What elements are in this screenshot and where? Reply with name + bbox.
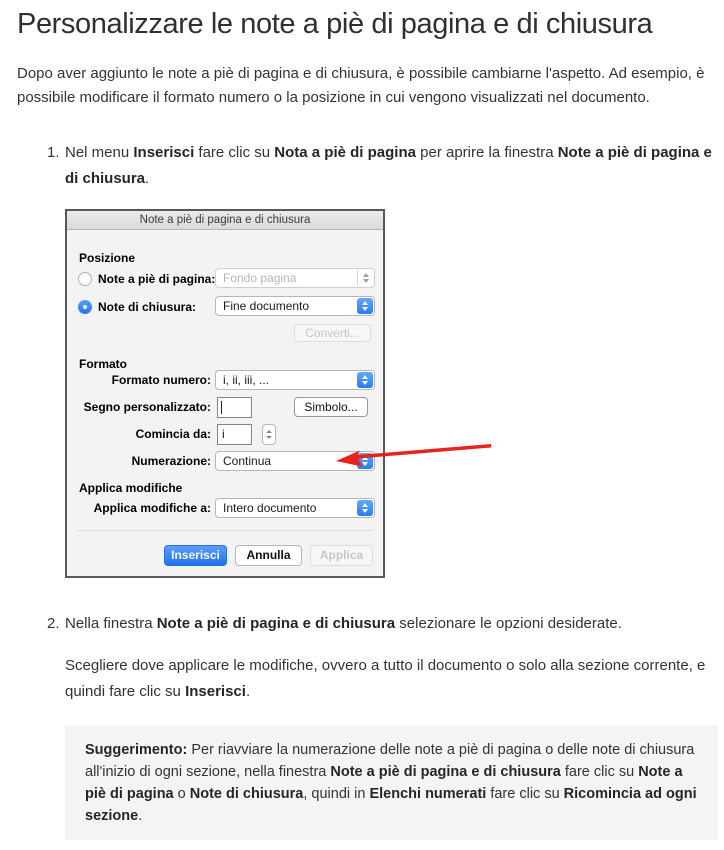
dialog-figure [65,209,385,578]
step-2 [47,611,718,840]
footnote-position-row [77,268,375,289]
insert-button[interactable]: Inserisci [164,545,227,566]
stepper-chevrons-icon [357,270,373,286]
step-2-text: Nella finestra Note a piè di pagina e di chiusura selezionare le opzioni desiderate. [65,615,622,632]
numbering-select[interactable]: Continua [215,451,375,471]
step-2-number: 2. [47,615,60,632]
apply-button: Applica [310,545,373,566]
apply-to-select[interactable]: Intero documento [215,498,375,518]
radio-endnotes[interactable]: Note di chiusura: [78,296,196,317]
start-at-input[interactable]: i [217,424,252,445]
footnote-position-select: Fondo pagina [215,268,375,288]
radio-on-icon[interactable] [78,300,92,314]
radio-off-icon[interactable] [78,272,92,286]
dialog-title: Note a piè di pagina e di chiusura [67,211,383,230]
endnote-position-select[interactable]: Fine documento [215,296,375,316]
endnote-position-row [77,296,375,317]
stepper-chevrons-icon [357,372,373,388]
intro-paragraph: Dopo aver aggiunto le note a piè di pagina e di chiusura, è possibile cambiarne l'aspetto. Ad esempio, è possibile modificare il formato numero o la posizione in cui vengono visualizzati nel documento. [17,65,705,106]
radio-footnotes[interactable]: Note a piè di pagina: [78,268,215,289]
numbering-label: Numerazione: [131,454,211,468]
start-at-stepper[interactable] [262,424,276,445]
step-1-number: 1. [47,144,60,161]
cancel-button[interactable]: Annulla [235,545,302,566]
section-heading-formato: Formato [79,357,127,371]
section-heading-applica: Applica modifiche [79,481,183,495]
numbered-steps [17,140,718,840]
start-at-label: Comincia da: [135,427,211,441]
custom-mark-label: Segno personalizzato: [83,400,211,414]
number-format-select[interactable]: i, ii, iii, ... [215,370,375,390]
page-title: Personalizzare le note a piè di pagina e di chiusura [17,8,653,40]
custom-mark-input[interactable] [217,397,252,418]
red-arrow-icon [331,439,495,467]
divider [77,530,373,531]
footnote-endnote-dialog [65,209,385,578]
apply-to-label: Applica modifiche a: [93,501,211,515]
convert-button: Converti... [294,324,371,342]
tip-box: Suggerimento: Per riavviare la numerazione delle note a piè di pagina o delle note di chiusura all'inizio di ogni sezione, nella finestra Note a piè di pagina e di chiusura fare clic su Note a piè di pagina o Note di chiusura, quindi in Elenchi numerati fare clic su Ricomincia ad ogni sezione. [65,725,718,840]
stepper-chevrons-icon [357,298,373,314]
step-1-text: Nel menu Inserisci fare clic su Nota a piè di pagina per aprire la finestra Note a piè di pagina e di chiusura. [65,144,712,187]
stepper-chevrons-icon [357,500,373,516]
step-1 [47,140,718,578]
step-2-paragraph: Scegliere dove applicare le modifiche, ovvero a tutto il documento o solo alla sezione corrente, e quindi fare clic su Inserisci. [65,657,706,700]
number-format-label: Formato numero: [111,373,211,387]
section-heading-posizione: Posizione [79,251,136,265]
symbol-button[interactable]: Simbolo... [294,397,368,417]
